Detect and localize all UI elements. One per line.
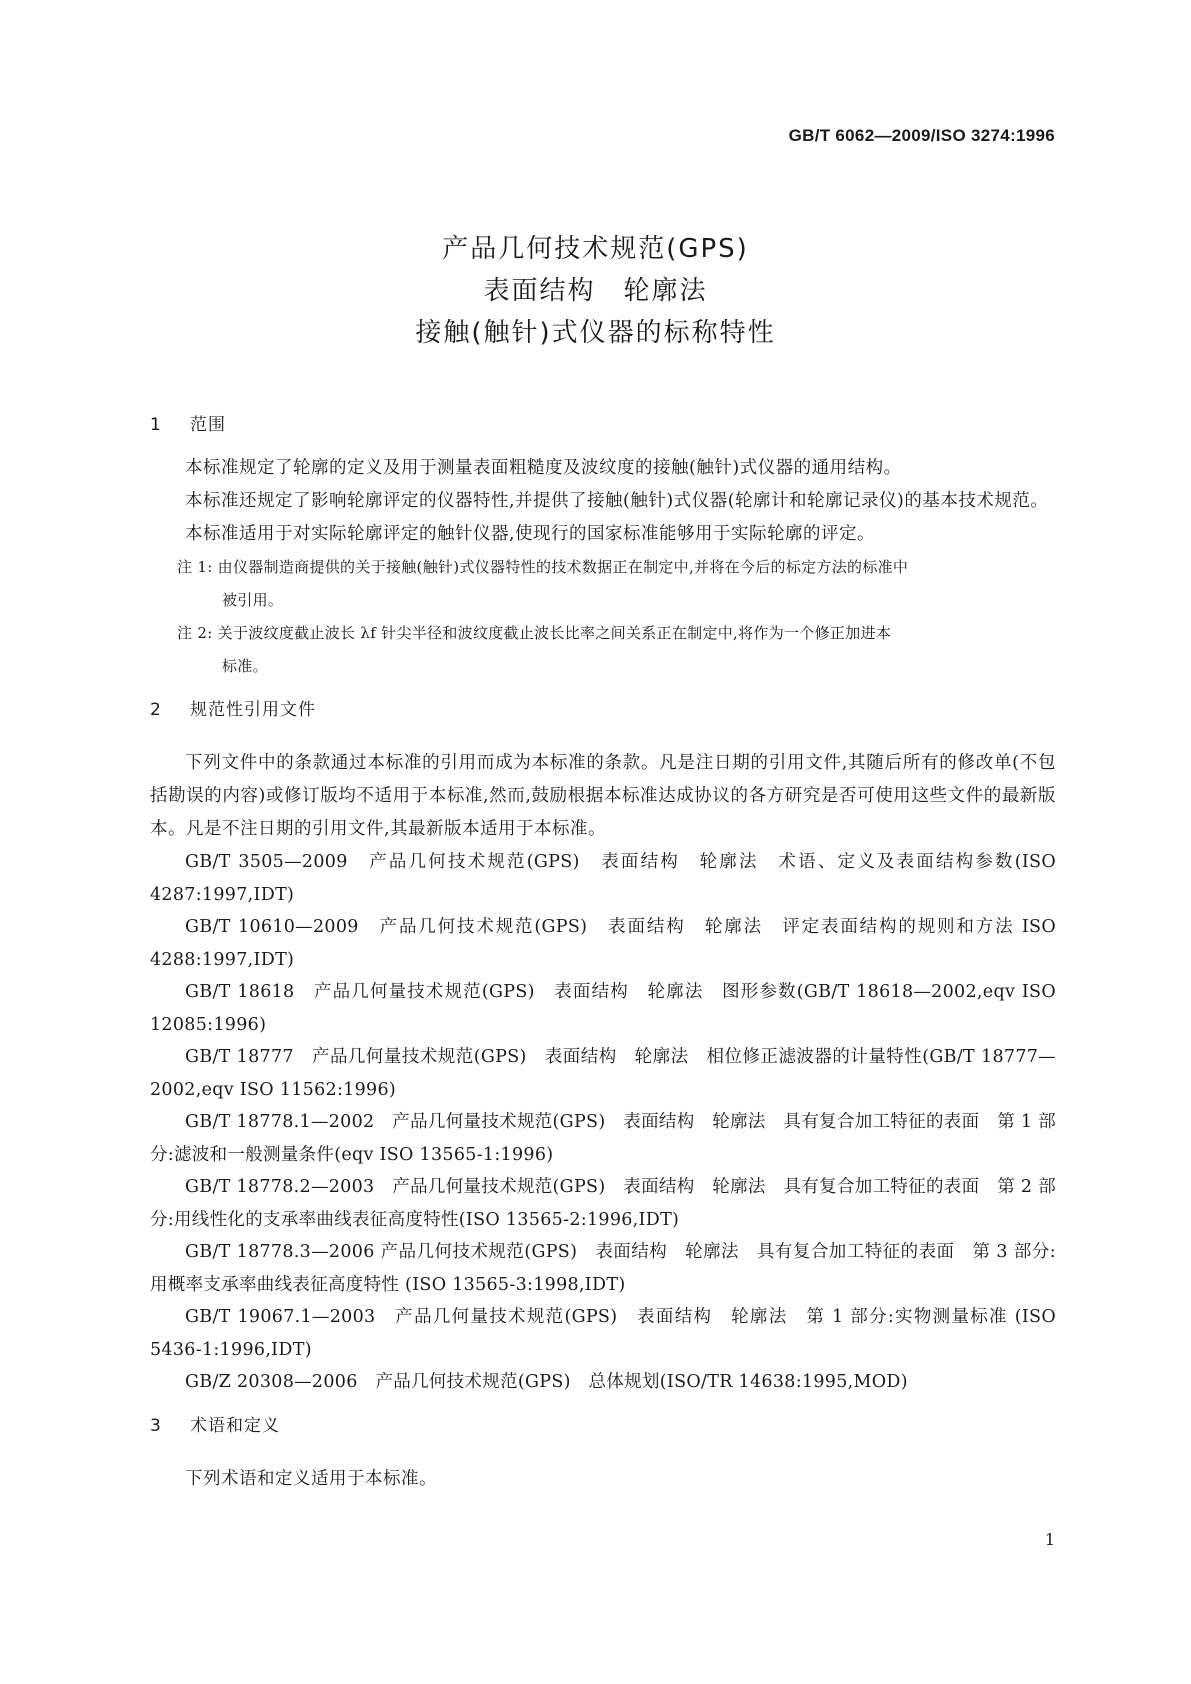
note-2 (150, 617, 1056, 683)
section-number: 1 (150, 415, 162, 435)
section-number: 2 (150, 700, 162, 720)
paragraph: 本标准适用于对实际轮廓评定的触针仪器,使现行的国家标准能够用于实际轮廓的评定。 (185, 524, 876, 544)
section-title: 规范性引用文件 (190, 700, 316, 720)
reference-item: GB/T 18618 产品几何量技术规范(GPS) 表面结构 轮廓法 图形参数(GB/T 18618—2002,eqv ISO 12085:1996) (150, 982, 1056, 1035)
reference-item: GB/T 18777 产品几何量技术规范(GPS) 表面结构 轮廓法 相位修正滤波器的计量特性(GB/T 18777—2002,eqv ISO 11562:1996) (150, 1047, 1056, 1100)
note-text: 由仪器制造商提供的关于接触(触针)式仪器特性的技术数据正在制定中,并将在今后的标定方法的标准中 (217, 558, 909, 576)
section-title: 范围 (190, 415, 226, 435)
standard-code: GB/T 6062—2009/ISO 3274:1996 (788, 126, 1055, 145)
paragraph: 本标准还规定了影响轮廓评定的仪器特性,并提供了接触(触针)式仪器(轮廓计和轮廓记录仪)的基本技术规范。 (185, 491, 1049, 511)
note-text-continued: 标准。 (222, 657, 268, 675)
note-text: 关于波纹度截止波长 λf 针尖半径和波纹度截止波长比率之间关系正在制定中,将作为一个修正加进本 (217, 624, 892, 642)
reference-item: GB/T 18778.1—2002 产品几何量技术规范(GPS) 表面结构 轮廓法 具有复合加工特征的表面 第 1 部分:滤波和一般测量条件(eqv ISO 13565-1:1996) (150, 1112, 1056, 1165)
paragraph: 下列术语和定义适用于本标准。 (185, 1468, 437, 1489)
reference-item: GB/T 18778.3—2006 产品几何技术规范(GPS) 表面结构 轮廓法 具有复合加工特征的表面 第 3 部分:用概率支承率曲线表征高度特性 (ISO 13565-3:1998,IDT) (150, 1242, 1056, 1295)
section-1-heading (150, 410, 1056, 440)
section-number: 3 (150, 1415, 162, 1436)
reference-item: GB/T 3505—2009 产品几何技术规范(GPS) 表面结构 轮廓法 术语、定义及表面结构参数(ISO 4287:1997,IDT) (150, 852, 1056, 905)
note-1 (150, 551, 1056, 617)
paragraph: 下列文件中的条款通过本标准的引用而成为本标准的条款。凡是注日期的引用文件,其随后所有的修改单(不包括勘误的内容)或修订版均不适用于本标准,然而,鼓励根据本标准达成协议的各方研究是否可使用这些文件的最新版本。凡是不注日期的引用文件,其最新版本适用于本标准。 (150, 753, 1056, 839)
document-title (0, 228, 1191, 354)
section-2-heading (150, 695, 1056, 725)
document-body (150, 410, 1056, 1496)
section-3-heading (150, 1411, 1056, 1441)
note-text-continued: 被引用。 (222, 591, 284, 609)
reference-item: GB/T 10610—2009 产品几何技术规范(GPS) 表面结构 轮廓法 评定表面结构的规则和方法 ISO 4288:1997,IDT) (150, 917, 1056, 970)
title-line-2: 表面结构 轮廓法 (483, 276, 708, 306)
reference-item: GB/T 19067.1—2003 产品几何量技术规范(GPS) 表面结构 轮廓法 第 1 部分:实物测量标准 (ISO 5436-1:1996,IDT) (150, 1307, 1056, 1360)
paragraph: 本标准规定了轮廓的定义及用于测量表面粗糙度及波纹度的接触(触针)式仪器的通用结构。 (185, 458, 902, 478)
title-line-3: 接触(触针)式仪器的标称特性 (415, 318, 776, 348)
page-number: 1 (1044, 1530, 1055, 1549)
section-title: 术语和定义 (190, 1415, 280, 1436)
reference-item: GB/T 18778.2—2003 产品几何量技术规范(GPS) 表面结构 轮廓法 具有复合加工特征的表面 第 2 部分:用线性化的支承率曲线表征高度特性(ISO 13565-2:1996,IDT) (150, 1177, 1056, 1230)
title-line-1: 产品几何技术规范(GPS) (442, 234, 749, 264)
note-label: 注 1: (177, 558, 213, 576)
reference-item: GB/Z 20308—2006 产品几何技术规范(GPS) 总体规划(ISO/TR 14638:1995,MOD) (185, 1372, 908, 1392)
note-label: 注 2: (177, 624, 213, 642)
